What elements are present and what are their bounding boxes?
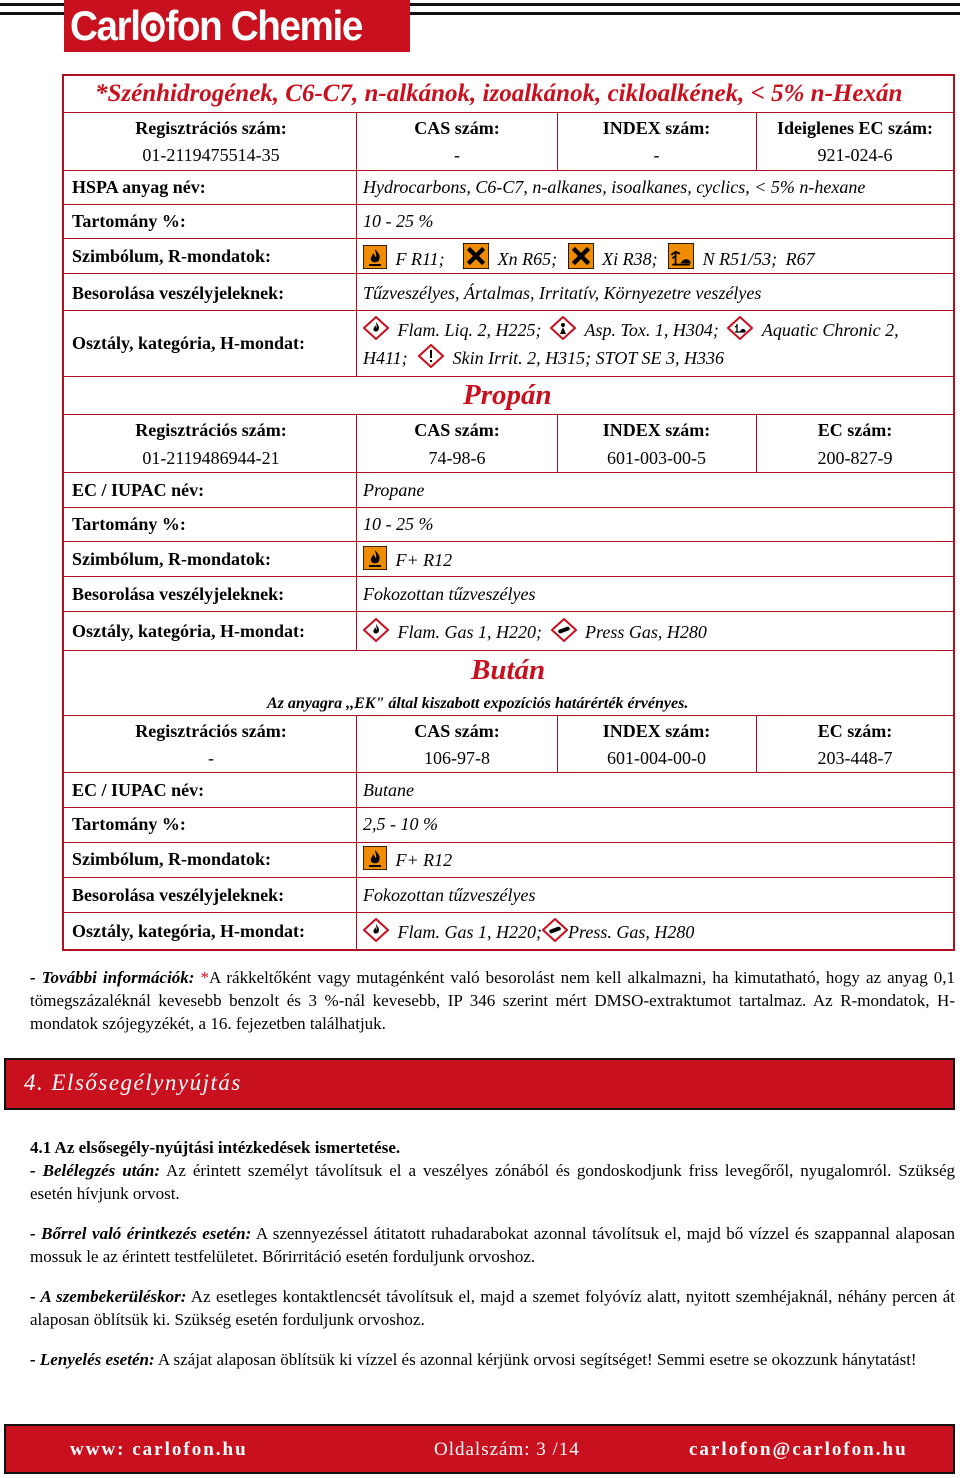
s2-h-values: Flam. Gas 1, H220; Press Gas, H280: [363, 618, 707, 643]
s1-h-values: Flam. Liq. 2, H225; Asp. Tox. 1, H304; Aquatic Chronic 2, H411; Skin Irrit. 2, H315; STOT SE 3, H336: [363, 316, 899, 372]
s3-exposure-note: Az anyagra ,,EK" által kiszabott expozíciós határérték érvényes.: [267, 695, 689, 712]
brand-logo: [64, 0, 410, 52]
s2-ec-label: EC szám:: [817, 420, 893, 440]
s1-symbol-label: Szimbólum, R-mondatok:: [72, 246, 272, 266]
s1-h-label: Osztály, kategória, H-mondat:: [72, 333, 305, 353]
cross-irritant-icon: [568, 243, 594, 269]
s1-index-label: INDEX szám:: [602, 118, 711, 138]
footer-page-number: Oldalszám: 3 /14: [434, 1439, 580, 1460]
s3-reg-label: Regisztrációs szám:: [135, 721, 287, 741]
s3-h-label: Osztály, kategória, H-mondat:: [72, 921, 305, 941]
s2-name-value: Propane: [363, 480, 425, 500]
substance-3-title: Bután: [471, 654, 546, 686]
first-aid-ingestion: - Lenyelés esetén: A szájat alaposan öblítsük ki vízzel és azonnal kérjünk orvosi segítséget! Semmi esetre se okozzunk hánytatást!: [30, 1350, 917, 1369]
ghs-gas-cylinder-icon: [542, 918, 568, 942]
s3-reg-value: -: [208, 748, 214, 768]
s3-cas-label: CAS szám:: [414, 721, 500, 741]
first-aid-inhalation: - Belélegzés után: Az érintett személyt távolítsuk el a veszélyes zónából és gondoskodjunk friss levegőről, nyugalomról. Szükség esetén hívjunk orvost.: [30, 1161, 956, 1203]
brand-logo-text: Carl o fon Chemie: [70, 2, 362, 49]
s3-index-value: 601-004-00-0: [607, 748, 706, 768]
first-aid-skin: - Bőrrel való érintkezés esetén: A szennyezéssel átitatott ruhadarabokat azonnal távolítsuk el, majd bő vízzel és szappannal alaposan mossuk le az érintett testfelületet. Bőrirritáció esetén forduljunk orvoshoz.: [30, 1224, 955, 1266]
further-info: - További információk: *A rákkeltőként vagy mutagénként való besorolást nem kell alkalmazni, ha kimutatható, hogy az anyag 0,1 tömegszázaléknál kevesebb benzolt és 3 %-nál kevesebb, IP 346 szerint mért DMSO-extraktumot tartalmaz. Az R-mondatok, H-mondatok szójegyzékét, a 16. fejezetben találhatjuk.: [30, 968, 955, 1033]
ghs-exclamation-icon: [418, 344, 444, 368]
s3-h-values: Flam. Gas 1, H220; Press. Gas, H280: [363, 918, 694, 943]
flame-icon: [363, 846, 387, 870]
s2-reg-value: 01-2119486944-21: [142, 448, 280, 468]
footer-email: carlofon@carlofon.hu: [689, 1439, 908, 1460]
section-4-title: 4. Elsősegélynyújtás: [24, 1070, 242, 1095]
page-header: [0, 0, 960, 52]
first-aid-eyes: - A szembekerüléskor: Az esetleges kontaktlencsét távolítsuk el, majd a szemet folyóvíz alatt, nyitott szemhéjaknál, néhány percen át alaposan öblítsük ki. Szükség esetén forduljunk orvoshoz.: [30, 1287, 955, 1329]
ghs-environment-icon: [727, 316, 753, 340]
s2-name-label: EC / IUPAC név:: [72, 480, 205, 500]
footer-website: www: carlofon.hu: [70, 1439, 248, 1460]
ghs-gas-cylinder-icon: [551, 618, 577, 642]
s1-ec-value: 921-024-6: [817, 145, 893, 165]
s1-cas-value: -: [454, 145, 460, 165]
s1-reg-value: 01-2119475514-35: [142, 145, 280, 165]
s1-range-value: 10 - 25 %: [363, 211, 434, 231]
s2-reg-label: Regisztrációs szám:: [135, 420, 287, 440]
page-footer: [4, 1424, 955, 1474]
s3-class-label: Besorolása veszélyjeleknek:: [72, 885, 285, 905]
section-4-header: [4, 1058, 955, 1110]
s3-class-value: Fokozottan tűzveszélyes: [363, 885, 536, 905]
s3-name-label: EC / IUPAC név:: [72, 780, 205, 800]
s2-symbol-values: F+ R12: [363, 546, 452, 571]
s1-name-value: Hydrocarbons, C6-C7, n-alkanes, isoalkanes, cyclics, < 5% n-hexane: [363, 177, 866, 197]
substance-1-title: *Szénhidrogének, C6-C7, n-alkánok, izoalkánok, cikloalkének, < 5% n-Hexán: [95, 80, 903, 107]
s1-name-label: HSPA anyag név:: [72, 177, 206, 197]
s1-symbol-values: F R11; Xn R65; Xi R38; N R51/53; R67: [363, 243, 815, 270]
flame-icon: [363, 546, 387, 570]
s3-range-value: 2,5 - 10 %: [363, 814, 438, 834]
s3-index-label: INDEX szám:: [602, 721, 711, 741]
s3-cas-value: 106-97-8: [424, 748, 490, 768]
s1-class-value: Tűzveszélyes, Ártalmas, Irritatív, Környezetre veszélyes: [363, 283, 762, 303]
s2-range-value: 10 - 25 %: [363, 514, 434, 534]
first-aid-heading: 4.1 Az elsősegély-nyújtási intézkedések ismertetése.: [30, 1138, 401, 1157]
s2-cas-label: CAS szám:: [414, 420, 500, 440]
s3-range-label: Tartomány %:: [72, 814, 186, 834]
s1-ec-label: Ideiglenes EC szám:: [777, 118, 933, 138]
s3-symbol-values: F+ R12: [363, 846, 452, 871]
ghs-health-hazard-icon: [550, 316, 576, 340]
s1-cas-label: CAS szám:: [414, 118, 500, 138]
ghs-flame-icon: [363, 918, 389, 942]
s1-reg-label: Regisztrációs szám:: [135, 118, 287, 138]
s2-h-label: Osztály, kategória, H-mondat:: [72, 621, 305, 641]
environment-icon: [668, 243, 694, 269]
s3-ec-label: EC szám:: [817, 721, 893, 741]
ghs-flame-icon: [363, 316, 389, 340]
composition-table: [62, 74, 955, 951]
s2-class-value: Fokozottan tűzveszélyes: [363, 584, 536, 604]
flame-icon: [363, 245, 387, 269]
ghs-flame-icon: [363, 618, 389, 642]
s1-index-value: -: [653, 145, 660, 165]
s3-symbol-label: Szimbólum, R-mondatok:: [72, 849, 272, 869]
s1-range-label: Tartomány %:: [72, 211, 186, 231]
s3-ec-value: 203-448-7: [817, 748, 893, 768]
cross-harmful-icon: [463, 243, 489, 269]
s2-class-label: Besorolása veszélyjeleknek:: [72, 584, 285, 604]
s2-symbol-label: Szimbólum, R-mondatok:: [72, 549, 272, 569]
s2-index-label: INDEX szám:: [602, 420, 711, 440]
s2-cas-value: 74-98-6: [428, 448, 486, 468]
s3-name-value: Butane: [363, 780, 414, 800]
s2-range-label: Tartomány %:: [72, 514, 186, 534]
s2-index-value: 601-003-00-5: [607, 448, 706, 468]
s2-ec-value: 200-827-9: [817, 448, 893, 468]
substance-2-title: Propán: [463, 379, 552, 411]
s1-class-label: Besorolása veszélyjeleknek:: [72, 283, 285, 303]
